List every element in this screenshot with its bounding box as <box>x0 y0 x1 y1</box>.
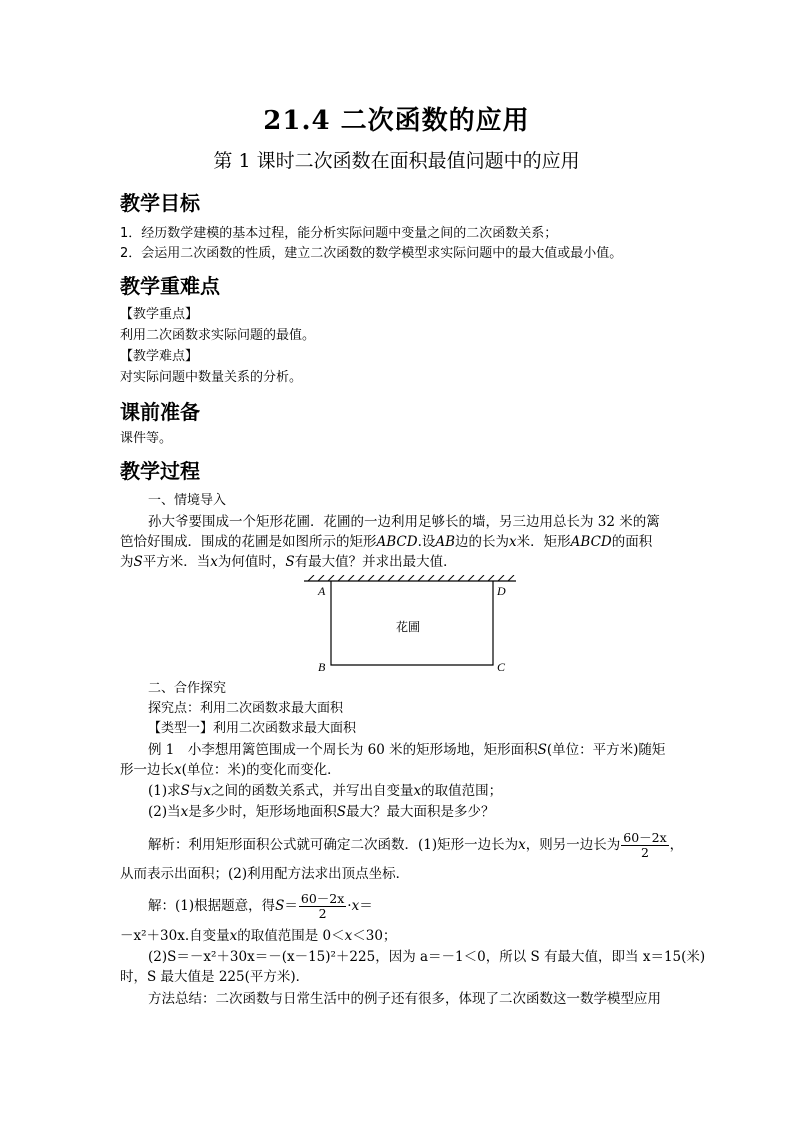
intro-label: 一、情境导入 <box>148 493 227 508</box>
label-c: C <box>497 660 506 674</box>
example-1-line2: 形一边长x(单位：米)的变化而变化． <box>120 762 341 778</box>
fraction-side-length: $\frac{60-2x}{2}$ <box>623 830 667 860</box>
difficulty-label: 【教学难点】 <box>120 349 199 364</box>
heading-key-points: 教学重难点 <box>120 274 220 298</box>
analysis-line2: 从而表示出面积；(2)利用配方法求出顶点坐标． <box>120 866 410 882</box>
goal-item-2: 2．会运用二次函数的性质，建立二次函数的数学模型求实际问题中的最大值或最小值。 <box>120 246 623 261</box>
page-title: 21.4 二次函数的应用 <box>263 106 530 136</box>
focus-text: 利用二次函数求实际问题的最值。 <box>120 328 316 343</box>
label-a: A <box>318 584 326 598</box>
focus-label: 【教学重点】 <box>120 307 199 322</box>
wall-hatching <box>308 575 514 581</box>
analysis-line1: 解析：利用矩形面积公式就可确定二次函数．(1)矩形一边长为x，则另一边长为 $\frac{60-2x}{2}$ ， <box>148 830 684 860</box>
question-1: (1)求S与x之间的函数关系式，并写出自变量x的取值范围； <box>148 783 503 799</box>
label-d: D <box>497 584 506 598</box>
prep-text: 课件等。 <box>120 431 173 446</box>
type-one-label: 【类型一】利用二次函数求最大面积 <box>148 721 357 736</box>
question-2: (2)当x是多少时，矩形场地面积S最大？最大面积是多少？ <box>148 804 495 820</box>
explore-label: 二、合作探究 <box>148 681 227 696</box>
intro-paragraph-line2: 笆恰好围成．围成的花圃是如图所示的矩形ABCD.设AB边的长为x米．矩形ABCD的面积 <box>120 534 653 550</box>
label-garden: 花圃 <box>396 620 421 634</box>
solution-line2: －x²＋30x.自变量x的取值范围是 0＜x＜30； <box>120 928 397 944</box>
solution-line3: (2)S＝－x²＋30x＝－(x－15)²＋225，因为 a＝－1＜0，所以 S 有最大值，即当 x＝15(米) <box>148 949 706 965</box>
garden-diagram <box>300 575 520 675</box>
method-summary: 方法总结：二次函数与日常生活中的例子还有很多，体现了二次函数这一数学模型应用 <box>148 991 661 1007</box>
intro-paragraph-line3: 为S平方米．当x为何值时，S有最大值？并求出最大值． <box>120 554 457 570</box>
difficulty-text: 对实际问题中数量关系的分析。 <box>120 370 303 385</box>
label-b: B <box>318 660 326 674</box>
explore-point: 探究点：利用二次函数求最大面积 <box>148 701 344 716</box>
example-1-line1: 例 1 小李想用篱笆围成一个周长为 60 米的矩形场地，矩形面积S(单位：平方米)随矩 <box>148 742 666 758</box>
heading-prep: 课前准备 <box>120 400 200 424</box>
heading-process: 教学过程 <box>120 459 200 483</box>
solution-line1: 解：(1)根据题意，得S＝ $\frac{60-2x}{2}$ ·x＝ <box>148 891 373 921</box>
fraction-side-length-2: $\frac{60-2x}{2}$ <box>300 891 345 921</box>
solution-line4: 时，S 最大值是 225(平方米)． <box>120 969 310 985</box>
intro-paragraph-line1: 孙大爷要围成一个矩形花圃．花圃的一边利用足够长的墙，另三边用总长为 32 米的篱 <box>148 514 660 530</box>
heading-goals: 教学目标 <box>120 191 200 215</box>
goal-item-1: 1．经历数学建模的基本过程，能分析实际问题中变量之间的二次函数关系； <box>120 226 558 241</box>
page-subtitle: 第 1 课时二次函数在面积最值问题中的应用 <box>213 150 580 172</box>
